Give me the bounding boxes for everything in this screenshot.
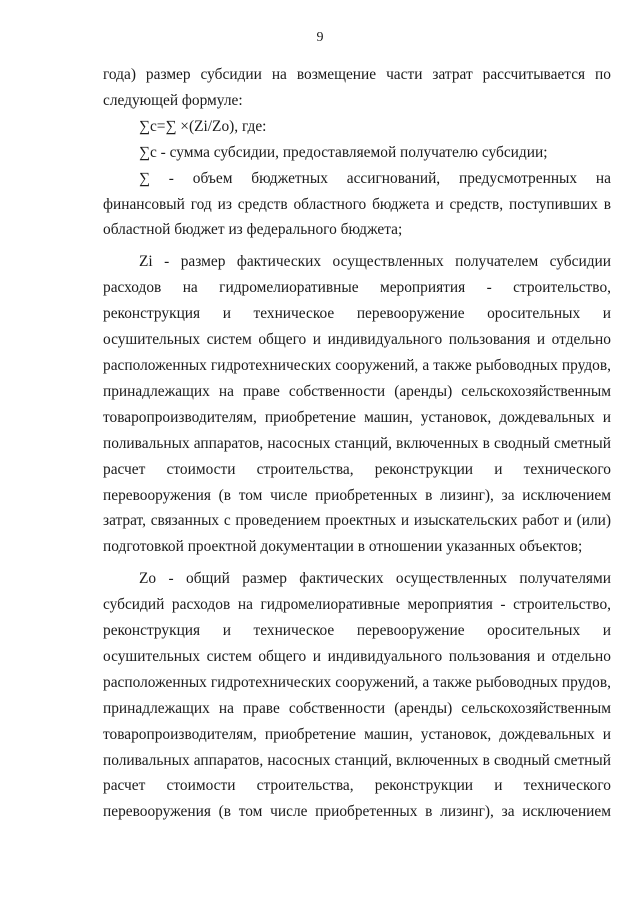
text-line: подготовкой проектной документации в отношении указанных объектов; [103,538,583,556]
text-line: Zi - размер фактических осуществленных получателем субсидии [139,253,611,271]
text-line: перевооружения (в том числе приобретенных в лизинг), за исключением [103,486,611,504]
text-line: ∑c=∑ ×(Zi/Zo), где: [139,117,267,135]
text-line: ∑c - сумма субсидии, предоставляемой получателю субсидии; [139,143,548,161]
text-line: затрат, связанных с проведением проектных и изыскательских работ и (или) [103,512,611,530]
text-line: реконструкция и техническое перевооружение оросительных и [103,622,611,640]
text-line: реконструкция и техническое перевооружение оросительных и [103,305,611,323]
text-line: следующей формуле: [103,91,243,109]
text-line: расположенных гидротехнических сооружений, а также рыбоводных прудов, [103,673,611,691]
text-line: осушительных систем общего и индивидуального пользования и отдельно [103,647,611,665]
text-line: расчет стоимости строительства, реконструкции и технического [103,777,611,795]
text-line: расходов на гидромелиоративные мероприятия - строительство, [103,279,611,297]
text-line: перевооружения (в том числе приобретенных в лизинг), за исключением [103,803,611,821]
text-line: расположенных гидротехнических сооружений, а также рыбоводных прудов, [103,356,611,374]
text-line: товаропроизводителям, приобретение машин, установок, дождевальных и [103,408,611,426]
text-line: ∑ - объем бюджетных ассигнований, предусмотренных на [139,169,611,187]
text-line: принадлежащих на праве собственности (аренды) сельскохозяйственным [103,699,611,717]
text-line: поливальных аппаратов, насосных станций, включенных в сводный сметный [103,751,611,769]
text-line: финансовый год из средств областного бюджета и средств, поступивших в [103,195,611,213]
text-line: товаропроизводителям, приобретение машин, установок, дождевальных и [103,725,611,743]
text-line: осушительных систем общего и индивидуального пользования и отдельно [103,331,611,349]
text-line: поливальных аппаратов, насосных станций, включенных в сводный сметный [103,434,611,452]
text-line: расчет стоимости строительства, реконструкции и технического [103,460,611,478]
text-line: принадлежащих на праве собственности (аренды) сельскохозяйственным [103,382,611,400]
text-line: субсидий расходов на гидромелиоративные мероприятия - строительство, [103,596,611,614]
page-number: 9 [316,30,324,45]
text-line: областной бюджет из федерального бюджета; [103,221,403,239]
text-line: Zo - общий размер фактических осуществленных получателями [139,570,611,588]
text-line: года) размер субсидии на возмещение части затрат рассчитывается по [103,66,611,83]
document-body [103,62,611,825]
